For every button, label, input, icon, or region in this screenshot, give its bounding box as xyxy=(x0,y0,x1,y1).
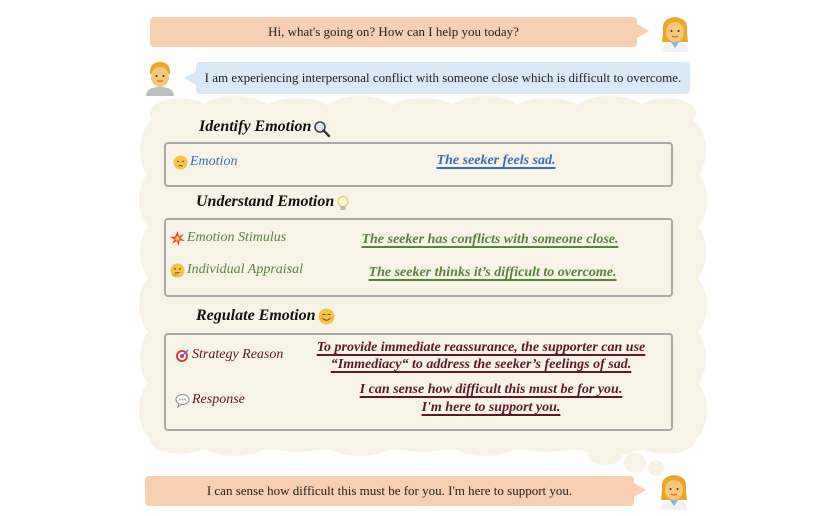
understand-title-text: Understand Emotion xyxy=(196,193,335,210)
emotion-label-text: Emotion xyxy=(190,154,238,169)
speech-balloon-icon xyxy=(175,393,190,408)
supporter-avatar-icon xyxy=(658,14,692,52)
appraisal-label xyxy=(170,262,303,278)
seeker-avatar-icon xyxy=(143,58,177,96)
thinking-face-icon xyxy=(170,263,185,278)
supporter-response-bubble xyxy=(145,476,634,506)
seeker-message-text: I am experiencing interpersonal conflict with someone close which is difficult to overcome. xyxy=(204,70,682,85)
supporter-response-text: I can sense how difficult this must be for you. I'm here to support you. xyxy=(206,483,573,498)
understand-emotion-title xyxy=(196,193,351,211)
smiling-face-icon xyxy=(318,308,335,325)
stimulus-value: The seeker has conflicts with someone close. xyxy=(361,232,619,247)
response-line-1: I can sense how difficult this must be for you. xyxy=(359,382,623,397)
lightbulb-icon xyxy=(336,195,351,210)
seeker-message-bubble xyxy=(196,62,690,94)
supporter-greeting-text: Hi, what's going on? How can I help you today? xyxy=(268,24,519,39)
strategy-line-1: To provide immediate reassurance, the supporter can use xyxy=(316,340,646,355)
regulate-emotion-title xyxy=(196,307,335,325)
supporter-greeting-bubble xyxy=(150,17,637,47)
appraisal-label-text: Individual Appraisal xyxy=(187,262,304,277)
appraisal-value: The seeker thinks it’s difficult to overcome. xyxy=(368,265,617,280)
collision-icon xyxy=(170,231,185,246)
supporter-avatar-icon xyxy=(657,472,691,510)
bubble-tail xyxy=(184,71,196,85)
regulate-title-text: Regulate Emotion xyxy=(196,307,316,324)
response-label xyxy=(175,392,245,408)
identify-emotion-title xyxy=(199,118,328,136)
bullseye-icon xyxy=(175,348,190,363)
response-line-2: I'm here to support you. xyxy=(421,400,561,415)
stimulus-label xyxy=(170,230,286,246)
stimulus-label-text: Emotion Stimulus xyxy=(187,230,287,245)
magnifier-icon xyxy=(313,120,328,135)
emotion-value: The seeker feels sad. xyxy=(436,153,556,168)
bubble-tail xyxy=(637,24,649,38)
strategy-line-2: “Immediacy“ to address the seeker’s feelings of sad. xyxy=(330,357,632,372)
strategy-label xyxy=(175,347,283,363)
strategy-label-text: Strategy Reason xyxy=(192,347,284,362)
emotion-label xyxy=(173,154,237,170)
pensive-face-icon xyxy=(173,155,188,170)
response-label-text: Response xyxy=(192,392,245,407)
bubble-tail xyxy=(634,483,646,497)
identify-title-text: Identify Emotion xyxy=(199,118,312,135)
